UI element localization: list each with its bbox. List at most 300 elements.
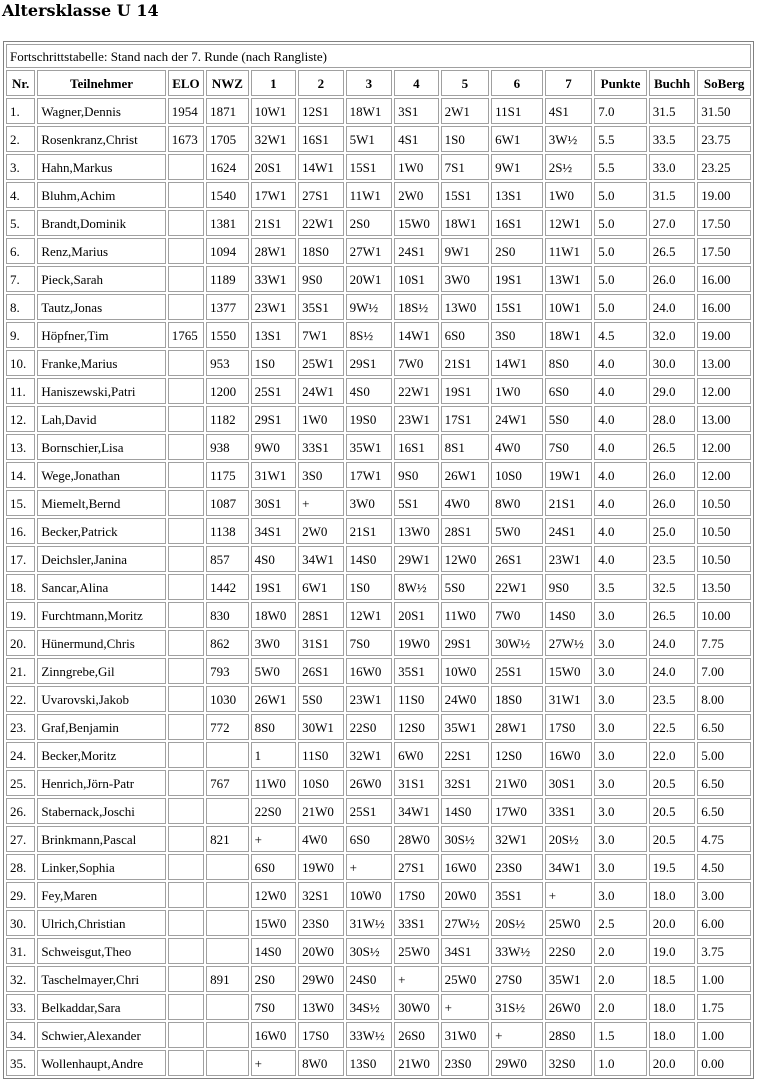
round-3-cell: 24S0	[346, 966, 393, 992]
round-6-cell: 31S½	[491, 994, 543, 1020]
round-3-cell: 32W1	[346, 742, 393, 768]
round-1-cell: 7S0	[251, 994, 297, 1020]
round-4-cell: 16S1	[394, 434, 438, 460]
round-4-cell: 23W1	[394, 406, 438, 432]
round-5-cell: 27W½	[441, 910, 490, 936]
rank-cell: 13.	[6, 434, 35, 460]
round-6-cell: +	[491, 1022, 543, 1048]
round-7-cell: 26W0	[545, 994, 593, 1020]
round-6-cell: 30W½	[491, 630, 543, 656]
sonneborn-berger-cell: 12.00	[697, 434, 751, 460]
rank-cell: 17.	[6, 546, 35, 572]
round-4-cell: 3S1	[394, 98, 438, 124]
player-name-cell: Miemelt,Bernd	[37, 490, 165, 516]
points-cell: 4.0	[594, 350, 647, 376]
rank-cell: 35.	[6, 1050, 35, 1076]
player-name-cell: Graf,Benjamin	[37, 714, 165, 740]
points-cell: 4.0	[594, 378, 647, 404]
nwz-cell: 1200	[206, 378, 248, 404]
rank-cell: 5.	[6, 210, 35, 236]
round-6-cell: 32W1	[491, 826, 543, 852]
round-6-cell: 2S0	[491, 238, 543, 264]
sonneborn-berger-cell: 10.00	[697, 602, 751, 628]
points-cell: 4.0	[594, 462, 647, 488]
rank-cell: 21.	[6, 658, 35, 684]
points-cell: 3.0	[594, 826, 647, 852]
elo-cell	[168, 182, 204, 208]
rank-cell: 14.	[6, 462, 35, 488]
sonneborn-berger-cell: 23.75	[697, 126, 751, 152]
round-3-cell: 9W½	[346, 294, 393, 320]
table-row	[6, 182, 751, 208]
round-6-cell: 7W0	[491, 602, 543, 628]
rank-cell: 20.	[6, 630, 35, 656]
elo-cell	[168, 294, 204, 320]
rank-cell: 34.	[6, 1022, 35, 1048]
table-row	[6, 658, 751, 684]
round-7-cell: 33S1	[545, 798, 593, 824]
elo-cell	[168, 994, 204, 1020]
nwz-cell: 1550	[206, 322, 248, 348]
round-7-cell: 1W0	[545, 182, 593, 208]
round-4-cell: 11S0	[394, 686, 438, 712]
round-2-cell: 30W1	[298, 714, 344, 740]
sonneborn-berger-cell: 12.00	[697, 378, 751, 404]
points-cell: 4.0	[594, 434, 647, 460]
round-6-cell: 8W0	[491, 490, 543, 516]
round-2-cell: 10S0	[298, 770, 344, 796]
column-header: Buchh	[649, 70, 696, 96]
buchholz-cell: 31.5	[649, 98, 696, 124]
round-2-cell: 24W1	[298, 378, 344, 404]
player-name-cell: Schweisgut,Theo	[37, 938, 165, 964]
round-3-cell: 20W1	[346, 266, 393, 292]
round-2-cell: 1W0	[298, 406, 344, 432]
player-name-cell: Belkaddar,Sara	[37, 994, 165, 1020]
round-5-cell: 6S0	[441, 322, 490, 348]
round-5-cell: 19S1	[441, 378, 490, 404]
column-header: 2	[298, 70, 344, 96]
sonneborn-berger-cell: 17.50	[697, 238, 751, 264]
round-1-cell: 16W0	[251, 1022, 297, 1048]
sonneborn-berger-cell: 6.00	[697, 910, 751, 936]
round-5-cell: 20W0	[441, 882, 490, 908]
round-4-cell: 4S1	[394, 126, 438, 152]
elo-cell	[168, 966, 204, 992]
points-cell: 3.0	[594, 686, 647, 712]
round-4-cell: 29W1	[394, 546, 438, 572]
round-4-cell: 21W0	[394, 1050, 438, 1076]
table-caption: Fortschrittstabelle: Stand nach der 7. Runde (nach Rangliste)	[6, 44, 751, 68]
round-3-cell: 34S½	[346, 994, 393, 1020]
round-7-cell: 19W1	[545, 462, 593, 488]
round-5-cell: 18W1	[441, 210, 490, 236]
table-row	[6, 350, 751, 376]
points-cell: 3.0	[594, 882, 647, 908]
round-3-cell: 22S0	[346, 714, 393, 740]
round-6-cell: 11S1	[491, 98, 543, 124]
table-row	[6, 518, 751, 544]
player-name-cell: Bluhm,Achim	[37, 182, 165, 208]
buchholz-cell: 32.5	[649, 574, 696, 600]
sonneborn-berger-cell: 16.00	[697, 266, 751, 292]
points-cell: 5.0	[594, 266, 647, 292]
buchholz-cell: 30.0	[649, 350, 696, 376]
table-row	[6, 798, 751, 824]
round-7-cell: 14S0	[545, 602, 593, 628]
round-6-cell: 15S1	[491, 294, 543, 320]
buchholz-cell: 18.0	[649, 882, 696, 908]
sonneborn-berger-cell: 10.50	[697, 546, 751, 572]
player-name-cell: Zinngrebe,Gil	[37, 658, 165, 684]
round-7-cell: 27W½	[545, 630, 593, 656]
round-5-cell: +	[441, 994, 490, 1020]
round-2-cell: 5S0	[298, 686, 344, 712]
rank-cell: 33.	[6, 994, 35, 1020]
round-1-cell: 2S0	[251, 966, 297, 992]
round-3-cell: 33W½	[346, 1022, 393, 1048]
elo-cell	[168, 350, 204, 376]
round-1-cell: 28W1	[251, 238, 297, 264]
points-cell: 1.0	[594, 1050, 647, 1076]
round-5-cell: 26W1	[441, 462, 490, 488]
rank-cell: 23.	[6, 714, 35, 740]
round-4-cell: +	[394, 966, 438, 992]
nwz-cell: 1138	[206, 518, 248, 544]
rank-cell: 6.	[6, 238, 35, 264]
buchholz-cell: 18.0	[649, 1022, 696, 1048]
sonneborn-berger-cell: 3.75	[697, 938, 751, 964]
rank-cell: 22.	[6, 686, 35, 712]
round-5-cell: 22S1	[441, 742, 490, 768]
round-5-cell: 30S½	[441, 826, 490, 852]
points-cell: 4.0	[594, 406, 647, 432]
sonneborn-berger-cell: 3.00	[697, 882, 751, 908]
sonneborn-berger-cell: 1.00	[697, 966, 751, 992]
column-header: SoBerg	[697, 70, 751, 96]
sonneborn-berger-cell: 0.00	[697, 1050, 751, 1076]
elo-cell	[168, 490, 204, 516]
progress-table	[3, 41, 754, 1079]
round-2-cell: 20W0	[298, 938, 344, 964]
elo-cell	[168, 210, 204, 236]
round-3-cell: 14S0	[346, 546, 393, 572]
round-1-cell: 1S0	[251, 350, 297, 376]
round-6-cell: 16S1	[491, 210, 543, 236]
rank-cell: 2.	[6, 126, 35, 152]
round-3-cell: 6S0	[346, 826, 393, 852]
sonneborn-berger-cell: 31.50	[697, 98, 751, 124]
round-3-cell: +	[346, 854, 393, 880]
points-cell: 3.0	[594, 798, 647, 824]
rank-cell: 11.	[6, 378, 35, 404]
elo-cell	[168, 574, 204, 600]
elo-cell: 1954	[168, 98, 204, 124]
table-row	[6, 154, 751, 180]
round-1-cell: +	[251, 1050, 297, 1076]
round-2-cell: 16S1	[298, 126, 344, 152]
buchholz-cell: 18.5	[649, 966, 696, 992]
round-7-cell: 35W1	[545, 966, 593, 992]
points-cell: 4.0	[594, 490, 647, 516]
nwz-cell	[206, 854, 248, 880]
round-3-cell: 13S0	[346, 1050, 393, 1076]
round-3-cell: 35W1	[346, 434, 393, 460]
elo-cell	[168, 378, 204, 404]
round-4-cell: 35S1	[394, 658, 438, 684]
sonneborn-berger-cell: 13.50	[697, 574, 751, 600]
player-name-cell: Sancar,Alina	[37, 574, 165, 600]
points-cell: 2.0	[594, 938, 647, 964]
table-row	[6, 490, 751, 516]
points-cell: 5.0	[594, 294, 647, 320]
player-name-cell: Hünermund,Chris	[37, 630, 165, 656]
round-5-cell: 15S1	[441, 182, 490, 208]
round-4-cell: 14W1	[394, 322, 438, 348]
nwz-cell: 1189	[206, 266, 248, 292]
points-cell: 2.5	[594, 910, 647, 936]
elo-cell	[168, 546, 204, 572]
round-2-cell: +	[298, 490, 344, 516]
player-name-cell: Becker,Patrick	[37, 518, 165, 544]
round-2-cell: 12S1	[298, 98, 344, 124]
sonneborn-berger-cell: 7.75	[697, 630, 751, 656]
rank-cell: 30.	[6, 910, 35, 936]
round-4-cell: 19W0	[394, 630, 438, 656]
round-7-cell: 16W0	[545, 742, 593, 768]
player-name-cell: Brinkmann,Pascal	[37, 826, 165, 852]
round-3-cell: 21S1	[346, 518, 393, 544]
table-row	[6, 994, 751, 1020]
player-name-cell: Taschelmayer,Chri	[37, 966, 165, 992]
round-5-cell: 21S1	[441, 350, 490, 376]
player-name-cell: Wege,Jonathan	[37, 462, 165, 488]
round-7-cell: 23W1	[545, 546, 593, 572]
sonneborn-berger-cell: 7.00	[697, 658, 751, 684]
buchholz-cell: 23.5	[649, 686, 696, 712]
table-row	[6, 686, 751, 712]
round-4-cell: 6W0	[394, 742, 438, 768]
buchholz-cell: 23.5	[649, 546, 696, 572]
round-2-cell: 27S1	[298, 182, 344, 208]
round-2-cell: 26S1	[298, 658, 344, 684]
round-6-cell: 4W0	[491, 434, 543, 460]
round-2-cell: 19W0	[298, 854, 344, 880]
round-5-cell: 2W1	[441, 98, 490, 124]
round-7-cell: 6S0	[545, 378, 593, 404]
sonneborn-berger-cell: 19.00	[697, 322, 751, 348]
round-6-cell: 14W1	[491, 350, 543, 376]
round-3-cell: 1S0	[346, 574, 393, 600]
elo-cell	[168, 630, 204, 656]
table-row	[6, 630, 751, 656]
round-6-cell: 10S0	[491, 462, 543, 488]
table-body	[6, 98, 751, 1076]
table-row	[6, 742, 751, 768]
elo-cell	[168, 910, 204, 936]
buchholz-cell: 18.0	[649, 994, 696, 1020]
round-5-cell: 31W0	[441, 1022, 490, 1048]
table-row	[6, 462, 751, 488]
elo-cell	[168, 658, 204, 684]
elo-cell: 1673	[168, 126, 204, 152]
rank-cell: 9.	[6, 322, 35, 348]
round-6-cell: 26S1	[491, 546, 543, 572]
rank-cell: 26.	[6, 798, 35, 824]
rank-cell: 32.	[6, 966, 35, 992]
table-row	[6, 602, 751, 628]
player-name-cell: Wollenhaupt,Andre	[37, 1050, 165, 1076]
round-1-cell: 19S1	[251, 574, 297, 600]
nwz-cell: 772	[206, 714, 248, 740]
round-4-cell: 33S1	[394, 910, 438, 936]
points-cell: 5.0	[594, 238, 647, 264]
sonneborn-berger-cell: 1.00	[697, 1022, 751, 1048]
rank-cell: 1.	[6, 98, 35, 124]
player-name-cell: Ulrich,Christian	[37, 910, 165, 936]
table-row	[6, 546, 751, 572]
round-3-cell: 19S0	[346, 406, 393, 432]
player-name-cell: Franke,Marius	[37, 350, 165, 376]
elo-cell	[168, 1050, 204, 1076]
round-4-cell: 26S0	[394, 1022, 438, 1048]
round-6-cell: 29W0	[491, 1050, 543, 1076]
round-7-cell: 21S1	[545, 490, 593, 516]
points-cell: 4.5	[594, 322, 647, 348]
round-6-cell: 9W1	[491, 154, 543, 180]
points-cell: 3.0	[594, 770, 647, 796]
buchholz-cell: 26.0	[649, 462, 696, 488]
buchholz-cell: 26.5	[649, 434, 696, 460]
round-7-cell: 18W1	[545, 322, 593, 348]
round-5-cell: 4W0	[441, 490, 490, 516]
nwz-cell: 793	[206, 658, 248, 684]
rank-cell: 10.	[6, 350, 35, 376]
buchholz-cell: 19.5	[649, 854, 696, 880]
round-3-cell: 26W0	[346, 770, 393, 796]
round-2-cell: 23S0	[298, 910, 344, 936]
nwz-cell	[206, 994, 248, 1020]
round-3-cell: 10W0	[346, 882, 393, 908]
nwz-cell: 821	[206, 826, 248, 852]
sonneborn-berger-cell: 10.50	[697, 490, 751, 516]
round-4-cell: 8W½	[394, 574, 438, 600]
round-1-cell: 22S0	[251, 798, 297, 824]
nwz-cell: 953	[206, 350, 248, 376]
table-row	[6, 1050, 751, 1076]
round-6-cell: 12S0	[491, 742, 543, 768]
round-2-cell: 8W0	[298, 1050, 344, 1076]
round-4-cell: 24S1	[394, 238, 438, 264]
round-6-cell: 22W1	[491, 574, 543, 600]
round-6-cell: 1W0	[491, 378, 543, 404]
points-cell: 5.5	[594, 126, 647, 152]
round-5-cell: 24W0	[441, 686, 490, 712]
round-6-cell: 25S1	[491, 658, 543, 684]
player-name-cell: Schwier,Alexander	[37, 1022, 165, 1048]
round-3-cell: 11W1	[346, 182, 393, 208]
column-header: 4	[394, 70, 438, 96]
points-cell: 3.0	[594, 602, 647, 628]
nwz-cell: 862	[206, 630, 248, 656]
round-7-cell: 31W1	[545, 686, 593, 712]
round-3-cell: 17W1	[346, 462, 393, 488]
buchholz-cell: 20.5	[649, 826, 696, 852]
round-1-cell: 13S1	[251, 322, 297, 348]
round-2-cell: 13W0	[298, 994, 344, 1020]
table-row	[6, 574, 751, 600]
round-7-cell: 30S1	[545, 770, 593, 796]
buchholz-cell: 33.0	[649, 154, 696, 180]
round-4-cell: 2W0	[394, 182, 438, 208]
round-2-cell: 29W0	[298, 966, 344, 992]
round-2-cell: 14W1	[298, 154, 344, 180]
round-4-cell: 31S1	[394, 770, 438, 796]
round-2-cell: 2W0	[298, 518, 344, 544]
round-1-cell: 8S0	[251, 714, 297, 740]
nwz-cell	[206, 1050, 248, 1076]
round-1-cell: 25S1	[251, 378, 297, 404]
round-7-cell: 32S0	[545, 1050, 593, 1076]
rank-cell: 25.	[6, 770, 35, 796]
buchholz-cell: 20.0	[649, 910, 696, 936]
round-1-cell: 26W1	[251, 686, 297, 712]
column-header: NWZ	[206, 70, 248, 96]
round-5-cell: 23S0	[441, 1050, 490, 1076]
sonneborn-berger-cell: 6.50	[697, 714, 751, 740]
table-row	[6, 854, 751, 880]
table-row	[6, 882, 751, 908]
points-cell: 4.0	[594, 518, 647, 544]
round-2-cell: 32S1	[298, 882, 344, 908]
table-row	[6, 714, 751, 740]
rank-cell: 7.	[6, 266, 35, 292]
round-4-cell: 7W0	[394, 350, 438, 376]
elo-cell	[168, 1022, 204, 1048]
player-name-cell: Linker,Sophia	[37, 854, 165, 880]
round-7-cell: +	[545, 882, 593, 908]
round-5-cell: 8S1	[441, 434, 490, 460]
sonneborn-berger-cell: 13.00	[697, 350, 751, 376]
rank-cell: 16.	[6, 518, 35, 544]
points-cell: 2.0	[594, 994, 647, 1020]
player-name-cell: Renz,Marius	[37, 238, 165, 264]
buchholz-cell: 29.0	[649, 378, 696, 404]
buchholz-cell: 20.5	[649, 770, 696, 796]
round-7-cell: 15W0	[545, 658, 593, 684]
buchholz-cell: 27.0	[649, 210, 696, 236]
round-5-cell: 16W0	[441, 854, 490, 880]
nwz-cell: 830	[206, 602, 248, 628]
elo-cell	[168, 798, 204, 824]
player-name-cell: Hahn,Markus	[37, 154, 165, 180]
round-5-cell: 29S1	[441, 630, 490, 656]
round-1-cell: 3W0	[251, 630, 297, 656]
round-3-cell: 7S0	[346, 630, 393, 656]
buchholz-cell: 22.5	[649, 714, 696, 740]
sonneborn-berger-cell: 23.25	[697, 154, 751, 180]
table-row	[6, 434, 751, 460]
elo-cell	[168, 770, 204, 796]
round-5-cell: 11W0	[441, 602, 490, 628]
buchholz-cell: 24.0	[649, 658, 696, 684]
elo-cell	[168, 686, 204, 712]
rank-cell: 24.	[6, 742, 35, 768]
player-name-cell: Pieck,Sarah	[37, 266, 165, 292]
round-1-cell: 1	[251, 742, 297, 768]
table-row	[6, 126, 751, 152]
points-cell: 3.0	[594, 742, 647, 768]
